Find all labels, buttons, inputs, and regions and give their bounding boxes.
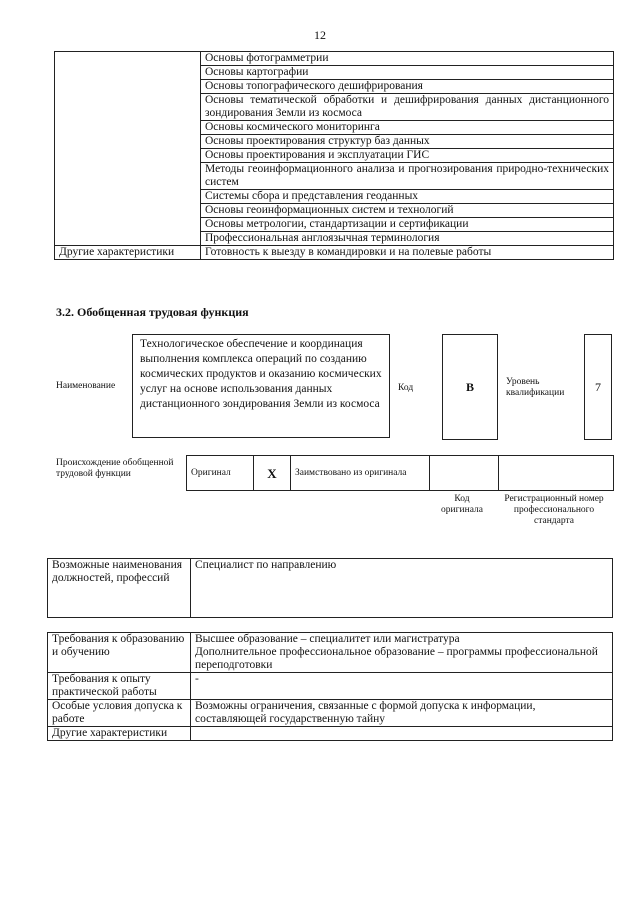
knowledge-item: Основы проектирования структур баз данных xyxy=(201,135,614,149)
table-row xyxy=(48,727,613,741)
knowledge-item: Профессиональная англоязычная терминология xyxy=(201,232,614,246)
req-value xyxy=(191,633,613,673)
function-name-box: Технологическое обеспечение и координация выполнения комплекса операций по созданию космических продуктов и оказанию космических услуг на основе использования данных дистанционного зондирования Земли из космоса xyxy=(132,334,390,438)
table-row xyxy=(187,456,614,491)
req-label: Другие характеристики xyxy=(48,727,191,741)
knowledge-item: Основы геоинформационных систем и технологий xyxy=(201,204,614,218)
borrowed-label: Заимствовано из оригинала xyxy=(291,456,430,491)
level-label: Уровень квалификации xyxy=(506,377,565,398)
code-label: Код xyxy=(398,383,414,393)
origin-label: Происхождение обобщенной трудовой функции xyxy=(56,458,174,479)
req-value: - xyxy=(191,673,613,700)
page-number: 12 xyxy=(314,28,326,42)
knowledge-item: Основы фотограмметрии xyxy=(201,52,614,66)
function-code-box: B xyxy=(442,334,498,440)
table-row xyxy=(48,633,613,673)
req-label: Требования к опыту практической работы xyxy=(48,673,191,700)
knowledge-item: Системы сбора и представления геоданных xyxy=(201,190,614,204)
knowledge-item: Основы тематической обработки и дешифрирования данных дистанционного зондирования Земли из космоса xyxy=(201,94,614,121)
req-label: Особые условия допуска к работе xyxy=(48,700,191,727)
table-row xyxy=(55,246,614,260)
section-title: 3.2. Обобщенная трудовая функция xyxy=(56,305,249,319)
req-value xyxy=(191,727,613,741)
other-characteristics-value: Готовность к выезду в командировки и на полевые работы xyxy=(201,246,614,260)
knowledge-label-cell xyxy=(55,52,201,246)
req-line: Высшее образование – специалитет или магистратура xyxy=(195,633,460,645)
table-row xyxy=(48,673,613,700)
other-characteristics-label: Другие характеристики xyxy=(55,246,201,260)
code-caption: Код оригинала xyxy=(441,494,483,515)
table-row xyxy=(48,559,613,618)
positions-table xyxy=(47,558,613,618)
knowledge-item: Методы геоинформационного анализа и прогнозирования природно-технических систем xyxy=(201,163,614,190)
positions-label: Возможные наименования должностей, профессий xyxy=(48,559,191,618)
table-row xyxy=(48,700,613,727)
original-label: Оригинал xyxy=(187,456,254,491)
knowledge-item: Основы картографии xyxy=(201,66,614,80)
knowledge-item: Основы космического мониторинга xyxy=(201,121,614,135)
knowledge-table xyxy=(54,51,614,260)
req-label: Требования к образованию и обучению xyxy=(48,633,191,673)
knowledge-item: Основы топографического дешифрирования xyxy=(201,80,614,94)
knowledge-item: Основы метрологии, стандартизации и сертификации xyxy=(201,218,614,232)
req-line: Дополнительное профессиональное образование – программы профессиональной переподготовки xyxy=(195,646,598,671)
table-row xyxy=(55,52,614,66)
positions-value: Специалист по направлению xyxy=(191,559,613,618)
origin-table xyxy=(186,455,614,491)
reg-caption: Регистрационный номер профессионального стандарта xyxy=(504,494,604,526)
name-label: Наименование xyxy=(56,381,116,391)
req-value: Возможны ограничения, связанные с формой допуска к информации, составляющей государственную тайну xyxy=(191,700,613,727)
origin-reg-cell xyxy=(499,456,614,491)
knowledge-item: Основы проектирования и эксплуатации ГИС xyxy=(201,149,614,163)
requirements-table xyxy=(47,632,613,741)
original-mark: X xyxy=(254,456,291,491)
level-box: 7 xyxy=(584,334,612,440)
origin-code-cell xyxy=(430,456,499,491)
